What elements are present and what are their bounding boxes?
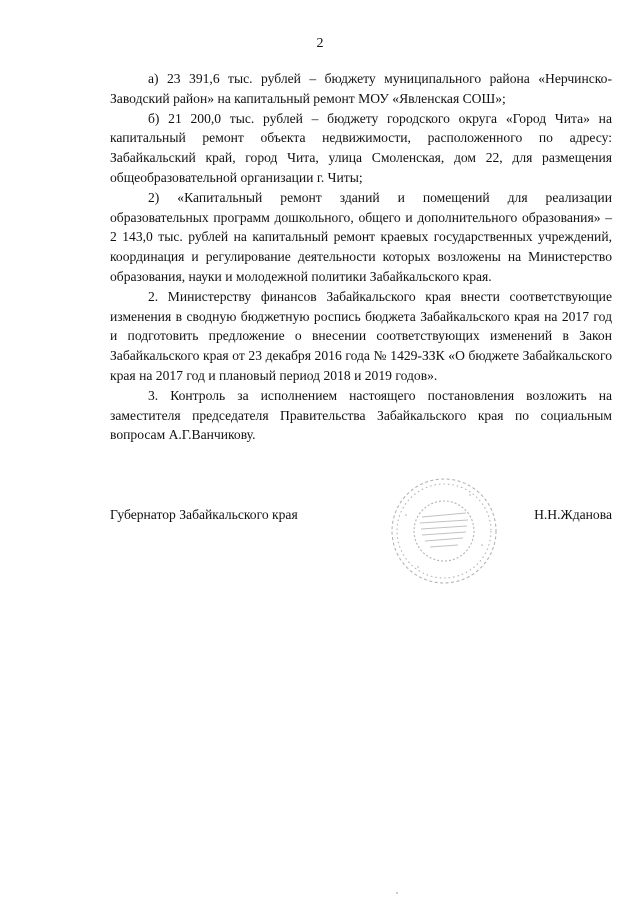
paragraph-control: 3. Контроль за исполнением настоящего постановления возложить на заместителя председателя Правительства Забайкальского края по социальным вопросам А.Г.Ванчикову. xyxy=(110,387,612,443)
paragraph-item-b: б) 21 200,0 тыс. рублей – бюджету городского округа «Город Чита» на капитальный ремонт объекта недвижимости, расположенного по адресу: Забайкальский край, город Чита, улица Смоленская, дом 22, для размещения общеобразовательной организации г. Читы; xyxy=(110,110,612,185)
scan-mark xyxy=(396,892,398,894)
signature-block xyxy=(110,507,612,527)
signatory-name: Н.Н.Жданова xyxy=(534,507,612,522)
seal-graphic xyxy=(388,475,500,587)
official-seal-icon xyxy=(388,475,500,587)
signatory-title: Губернатор Забайкальского края xyxy=(110,507,298,522)
document-body xyxy=(110,69,612,445)
paragraph-finance-ministry: 2. Министерству финансов Забайкальского края внести соответствующие изменения в сводную бюджетную роспись бюджета Забайкальского края на 2017 год и подготовить предложение о внесении соответствующих изменений в Закон Забайкальского края от 23 декабря 2016 года № 1429-ЗЗК «О бюджете Забайкальского края на 2017 год и плановый период 2018 и 2019 годов». xyxy=(110,288,612,383)
paragraph-item-2-program: 2) «Капитальный ремонт зданий и помещений для реализации образовательных программ дошкольного, общего и дополнительного образования» – 2 143,0 тыс. рублей на капитальный ремонт краевых государственных учреждений, координация и регулирование деятельности которых возложены на Министерство образования, науки и молодежной политики Забайкальского края. xyxy=(110,189,612,284)
paragraph-item-a: а) 23 391,6 тыс. рублей – бюджету муниципального района «Нерчинско-Заводский район» на капитальный ремонт МОУ «Явленская СОШ»; xyxy=(110,71,612,106)
page-number: 2 xyxy=(316,36,324,51)
